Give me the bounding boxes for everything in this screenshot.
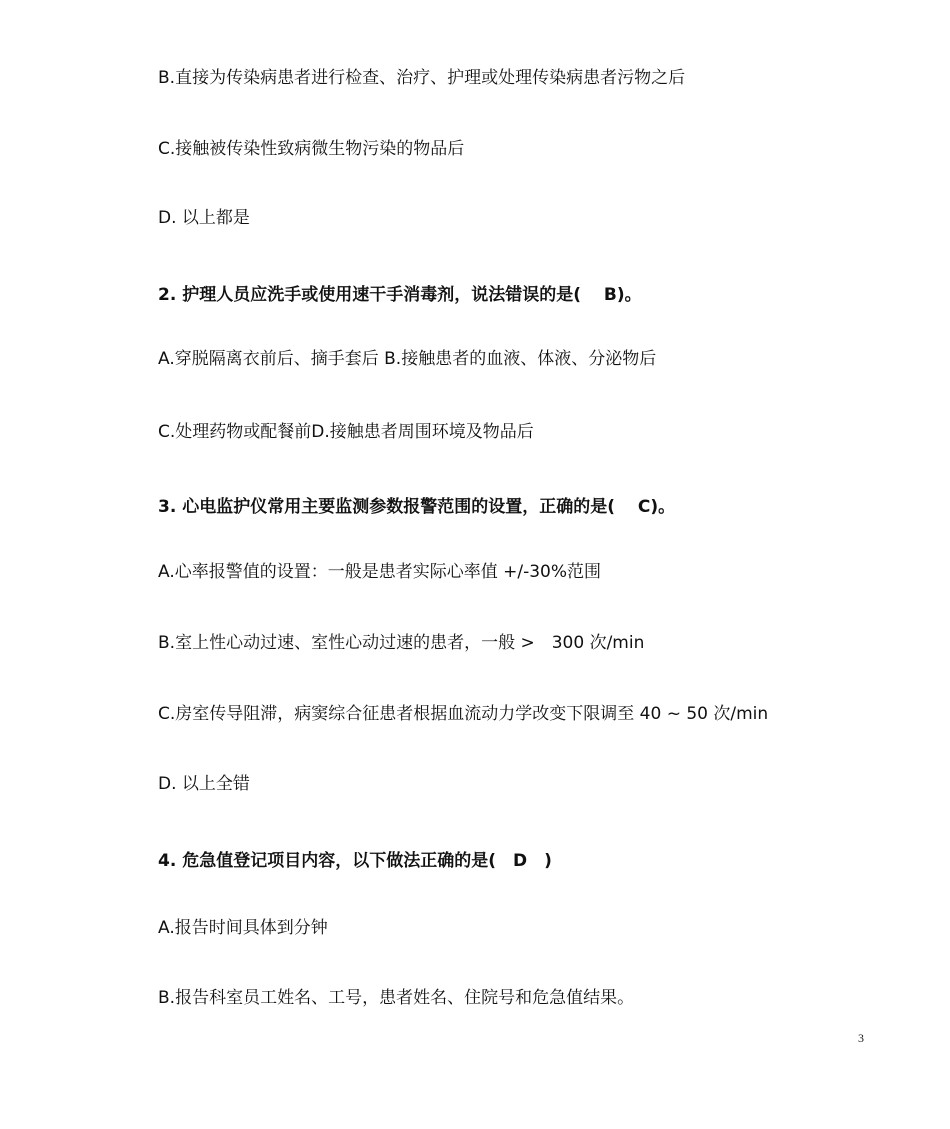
- option-d-q1: D. 以上都是: [158, 208, 250, 228]
- option-d-q3: D. 以上全错: [158, 774, 250, 794]
- question-2: 2. 护理人员应洗手或使用速干手消毒剂，说法错误的是( B)。: [158, 285, 642, 305]
- options-ab-q2: A.穿脱隔离衣前后、摘手套后 B.接触患者的血液、体液、分泌物后: [158, 349, 657, 369]
- option-b-q4: B.报告科室员工姓名、工号，患者姓名、住院号和危急值结果。: [158, 988, 635, 1008]
- question-4: 4. 危急值登记项目内容，以下做法正确的是( D ): [158, 851, 552, 871]
- options-cd-q2: C.处理药物或配餐前D.接触患者周围环境及物品后: [158, 422, 534, 442]
- option-b-q1: B.直接为传染病患者进行检查、治疗、护理或处理传染病患者污物之后: [158, 68, 686, 88]
- option-a-q3: A.心率报警值的设置：一般是患者实际心率值 +/-30%范围: [158, 562, 602, 582]
- question-3: 3. 心电监护仪常用主要监测参数报警范围的设置，正确的是( C)。: [158, 497, 676, 517]
- option-c-q3: C.房室传导阻滞，病窦综合征患者根据血流动力学改变下限调至 40 ~ 50 次/min: [158, 704, 769, 724]
- option-a-q4: A.报告时间具体到分钟: [158, 918, 328, 938]
- option-b-q3: B.室上性心动过速、室性心动过速的患者，一般 > 300 次/min: [158, 633, 645, 653]
- page-number: 3: [858, 1031, 864, 1045]
- option-c-q1: C.接触被传染性致病微生物污染的物品后: [158, 139, 465, 159]
